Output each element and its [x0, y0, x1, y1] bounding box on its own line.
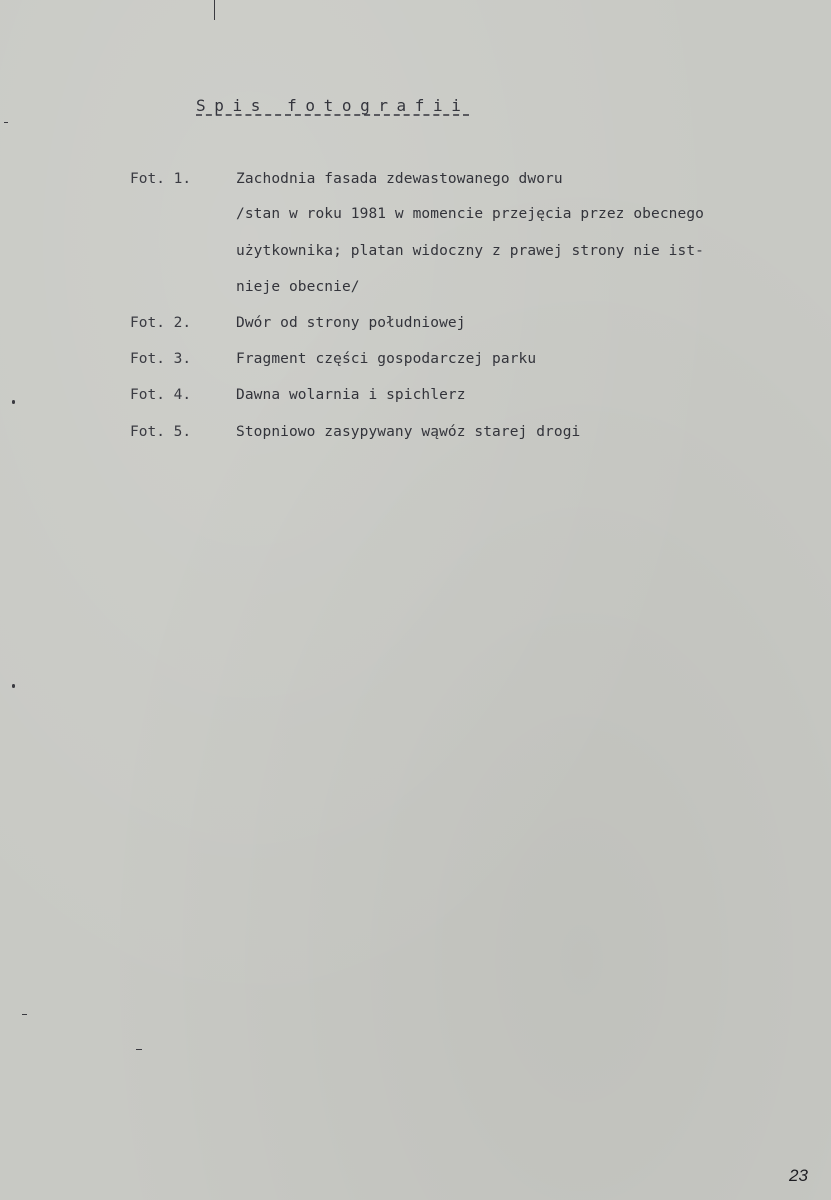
scan-mark-left-2 [12, 400, 15, 404]
photo-caption-1-line-2: /stan w roku 1981 w momencie przejęcia przez obecnego [236, 206, 704, 222]
document-title: Spis fotografii [196, 96, 470, 115]
scan-mark-left-4 [22, 1014, 27, 1015]
photo-caption-5: Stopniowo zasypywany wąwóz starej drogi [236, 424, 581, 440]
photo-caption-1-line-4: nieje obecnie/ [236, 279, 360, 295]
photo-label-3: Fot. 3. [130, 351, 192, 367]
page-number: 23 [789, 1166, 808, 1185]
scan-mark-left-1 [4, 122, 8, 123]
photo-caption-4: Dawna wolarnia i spichlerz [236, 387, 466, 403]
photo-label-4: Fot. 4. [130, 387, 192, 403]
photo-label-1: Fot. 1. [130, 171, 192, 187]
scan-mark-top [214, 0, 215, 20]
photo-label-5: Fot. 5. [130, 424, 192, 440]
photo-caption-1-line-1: Zachodnia fasada zdewastowanego dworu [236, 171, 563, 187]
photo-label-2: Fot. 2. [130, 315, 192, 331]
photo-caption-1-line-3: użytkownika; platan widoczny z prawej strony nie ist- [236, 243, 704, 259]
photo-caption-3: Fragment części gospodarczej parku [236, 351, 537, 367]
scan-mark-left-3 [12, 684, 15, 688]
photo-caption-2: Dwór od strony południowej [236, 315, 466, 331]
scan-mark-left-5 [136, 1049, 142, 1050]
